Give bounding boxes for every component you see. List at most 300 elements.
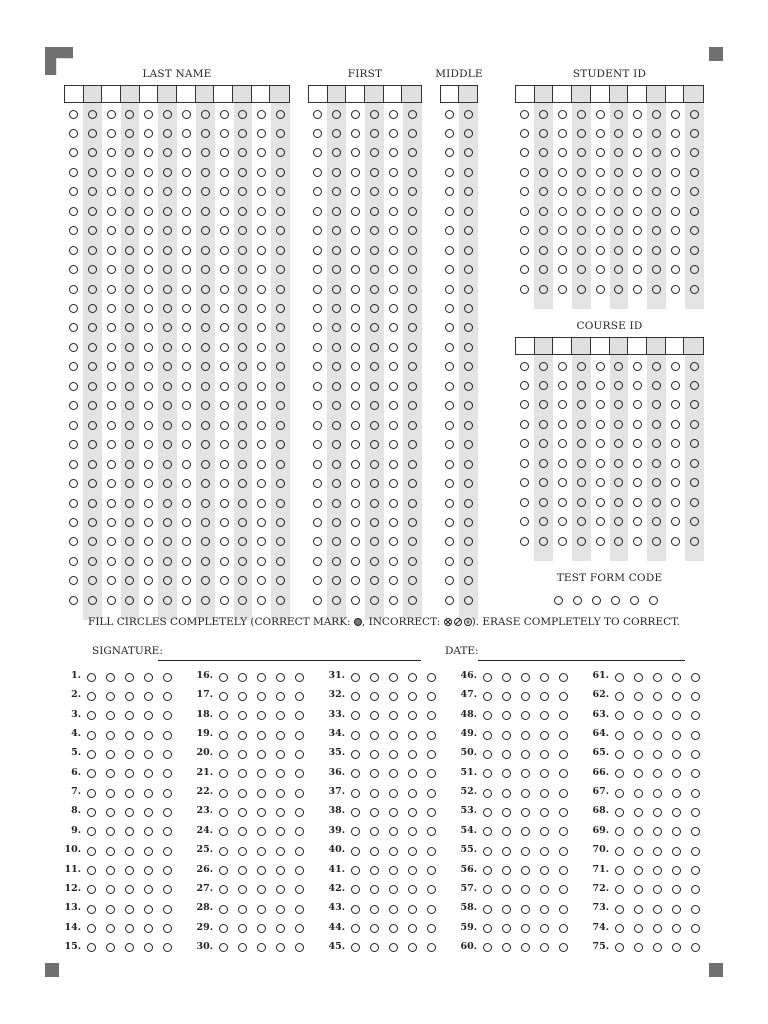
student-id-bubble[interactable] — [671, 148, 680, 157]
answer-bubble[interactable] — [106, 789, 115, 798]
first-bubble[interactable] — [370, 246, 379, 255]
answer-bubble[interactable] — [408, 692, 417, 701]
answer-bubble[interactable] — [691, 943, 700, 952]
student-id-bubble[interactable] — [539, 265, 548, 274]
answer-bubble[interactable] — [144, 731, 153, 740]
last-name-bubble[interactable] — [88, 401, 97, 410]
first-bubble[interactable] — [313, 343, 322, 352]
answer-bubble[interactable] — [540, 905, 549, 914]
answer-bubble[interactable] — [653, 750, 662, 759]
last-name-bubble[interactable] — [88, 129, 97, 138]
course-id-bubble[interactable] — [577, 459, 586, 468]
answer-bubble[interactable] — [144, 673, 153, 682]
answer-bubble[interactable] — [521, 905, 530, 914]
first-bubble[interactable] — [313, 440, 322, 449]
answer-bubble[interactable] — [238, 885, 247, 894]
first-bubble[interactable] — [370, 421, 379, 430]
course-id-bubble[interactable] — [520, 381, 529, 390]
middle-bubble[interactable] — [464, 285, 473, 294]
answer-bubble[interactable] — [540, 924, 549, 933]
answer-bubble[interactable] — [125, 866, 134, 875]
answer-bubble[interactable] — [502, 789, 511, 798]
last-name-bubble[interactable] — [257, 343, 266, 352]
answer-bubble[interactable] — [219, 885, 228, 894]
last-name-bubble[interactable] — [257, 382, 266, 391]
last-name-bubble[interactable] — [144, 187, 153, 196]
first-entry-box[interactable] — [402, 86, 421, 102]
answer-bubble[interactable] — [408, 673, 417, 682]
last-name-bubble[interactable] — [201, 285, 210, 294]
course-id-bubble[interactable] — [614, 537, 623, 546]
last-name-bubble[interactable] — [107, 440, 116, 449]
answer-bubble[interactable] — [87, 769, 96, 778]
last-name-bubble[interactable] — [144, 537, 153, 546]
answer-bubble[interactable] — [502, 711, 511, 720]
course-id-bubble[interactable] — [558, 517, 567, 526]
first-bubble[interactable] — [313, 479, 322, 488]
student-id-bubble[interactable] — [633, 226, 642, 235]
answer-bubble[interactable] — [559, 731, 568, 740]
answer-bubble[interactable] — [238, 905, 247, 914]
last-name-bubble[interactable] — [220, 421, 229, 430]
first-bubble[interactable] — [389, 110, 398, 119]
last-name-bubble[interactable] — [107, 110, 116, 119]
last-name-bubble[interactable] — [182, 421, 191, 430]
answer-bubble[interactable] — [615, 769, 624, 778]
last-name-entry-box[interactable] — [196, 86, 215, 102]
last-name-bubble[interactable] — [182, 557, 191, 566]
first-bubble[interactable] — [351, 499, 360, 508]
first-bubble[interactable] — [389, 207, 398, 216]
last-name-bubble[interactable] — [88, 226, 97, 235]
answer-bubble[interactable] — [483, 711, 492, 720]
course-id-bubble[interactable] — [577, 420, 586, 429]
answer-bubble[interactable] — [163, 692, 172, 701]
course-id-bubble[interactable] — [633, 400, 642, 409]
student-id-bubble[interactable] — [614, 285, 623, 294]
answer-bubble[interactable] — [502, 866, 511, 875]
answer-bubble[interactable] — [691, 847, 700, 856]
first-bubble[interactable] — [332, 285, 341, 294]
answer-bubble[interactable] — [615, 905, 624, 914]
answer-bubble[interactable] — [87, 905, 96, 914]
last-name-bubble[interactable] — [107, 557, 116, 566]
student-id-bubble[interactable] — [652, 246, 661, 255]
answer-bubble[interactable] — [653, 924, 662, 933]
middle-bubble[interactable] — [464, 421, 473, 430]
answer-bubble[interactable] — [276, 750, 285, 759]
course-id-bubble[interactable] — [539, 478, 548, 487]
first-bubble[interactable] — [389, 246, 398, 255]
last-name-entry-box[interactable] — [158, 86, 177, 102]
last-name-bubble[interactable] — [182, 362, 191, 371]
first-entry-box[interactable] — [309, 86, 328, 102]
answer-bubble[interactable] — [219, 943, 228, 952]
first-bubble[interactable] — [389, 440, 398, 449]
answer-bubble[interactable] — [295, 905, 304, 914]
answer-bubble[interactable] — [163, 750, 172, 759]
last-name-bubble[interactable] — [220, 557, 229, 566]
answer-bubble[interactable] — [144, 885, 153, 894]
answer-bubble[interactable] — [106, 885, 115, 894]
answer-bubble[interactable] — [106, 905, 115, 914]
first-bubble[interactable] — [351, 187, 360, 196]
middle-bubble[interactable] — [464, 343, 473, 352]
answer-bubble[interactable] — [276, 847, 285, 856]
first-bubble[interactable] — [351, 246, 360, 255]
student-id-bubble[interactable] — [539, 129, 548, 138]
course-id-bubble[interactable] — [520, 537, 529, 546]
course-id-bubble[interactable] — [558, 381, 567, 390]
last-name-bubble[interactable] — [182, 343, 191, 352]
first-bubble[interactable] — [332, 304, 341, 313]
last-name-bubble[interactable] — [88, 304, 97, 313]
first-bubble[interactable] — [313, 110, 322, 119]
course-id-bubble[interactable] — [577, 537, 586, 546]
middle-bubble[interactable] — [445, 382, 454, 391]
answer-bubble[interactable] — [540, 673, 549, 682]
course-id-bubble[interactable] — [577, 400, 586, 409]
course-id-bubble[interactable] — [558, 439, 567, 448]
course-id-bubble[interactable] — [558, 478, 567, 487]
student-id-bubble[interactable] — [690, 129, 699, 138]
answer-bubble[interactable] — [257, 673, 266, 682]
answer-bubble[interactable] — [483, 905, 492, 914]
answer-bubble[interactable] — [540, 731, 549, 740]
last-name-bubble[interactable] — [220, 499, 229, 508]
answer-bubble[interactable] — [106, 924, 115, 933]
last-name-bubble[interactable] — [88, 576, 97, 585]
last-name-bubble[interactable] — [88, 110, 97, 119]
course-id-bubble[interactable] — [633, 459, 642, 468]
answer-bubble[interactable] — [125, 692, 134, 701]
answer-bubble[interactable] — [653, 827, 662, 836]
last-name-bubble[interactable] — [182, 207, 191, 216]
last-name-bubble[interactable] — [182, 401, 191, 410]
last-name-bubble[interactable] — [257, 323, 266, 332]
answer-bubble[interactable] — [351, 711, 360, 720]
first-bubble[interactable] — [408, 343, 417, 352]
last-name-bubble[interactable] — [144, 148, 153, 157]
first-bubble[interactable] — [313, 323, 322, 332]
answer-bubble[interactable] — [219, 789, 228, 798]
answer-bubble[interactable] — [351, 789, 360, 798]
last-name-bubble[interactable] — [69, 343, 78, 352]
answer-bubble[interactable] — [295, 789, 304, 798]
answer-bubble[interactable] — [351, 866, 360, 875]
middle-bubble[interactable] — [445, 421, 454, 430]
last-name-bubble[interactable] — [107, 148, 116, 157]
first-bubble[interactable] — [389, 148, 398, 157]
course-id-bubble[interactable] — [539, 498, 548, 507]
last-name-bubble[interactable] — [144, 596, 153, 605]
answer-bubble[interactable] — [144, 692, 153, 701]
last-name-bubble[interactable] — [257, 148, 266, 157]
last-name-bubble[interactable] — [201, 382, 210, 391]
answer-bubble[interactable] — [615, 731, 624, 740]
answer-bubble[interactable] — [672, 750, 681, 759]
last-name-entry-box[interactable] — [252, 86, 271, 102]
first-bubble[interactable] — [351, 168, 360, 177]
answer-bubble[interactable] — [295, 847, 304, 856]
middle-bubble[interactable] — [464, 129, 473, 138]
course-id-bubble[interactable] — [577, 362, 586, 371]
course-id-bubble[interactable] — [671, 517, 680, 526]
middle-bubble[interactable] — [445, 323, 454, 332]
last-name-bubble[interactable] — [88, 596, 97, 605]
course-id-bubble[interactable] — [520, 478, 529, 487]
first-bubble[interactable] — [351, 479, 360, 488]
student-id-bubble[interactable] — [671, 207, 680, 216]
first-entry-box[interactable] — [384, 86, 403, 102]
first-bubble[interactable] — [389, 479, 398, 488]
last-name-bubble[interactable] — [107, 343, 116, 352]
course-id-bubble[interactable] — [558, 362, 567, 371]
answer-bubble[interactable] — [691, 692, 700, 701]
course-id-bubble[interactable] — [596, 517, 605, 526]
student-id-bubble[interactable] — [596, 187, 605, 196]
first-bubble[interactable] — [389, 499, 398, 508]
answer-bubble[interactable] — [106, 847, 115, 856]
last-name-bubble[interactable] — [257, 110, 266, 119]
answer-bubble[interactable] — [615, 750, 624, 759]
answer-bubble[interactable] — [653, 789, 662, 798]
last-name-bubble[interactable] — [257, 596, 266, 605]
answer-bubble[interactable] — [370, 905, 379, 914]
answer-bubble[interactable] — [615, 943, 624, 952]
last-name-bubble[interactable] — [220, 207, 229, 216]
first-bubble[interactable] — [389, 557, 398, 566]
last-name-bubble[interactable] — [69, 440, 78, 449]
last-name-bubble[interactable] — [144, 343, 153, 352]
answer-bubble[interactable] — [219, 827, 228, 836]
answer-bubble[interactable] — [144, 827, 153, 836]
answer-bubble[interactable] — [257, 866, 266, 875]
first-bubble[interactable] — [313, 129, 322, 138]
last-name-bubble[interactable] — [220, 343, 229, 352]
last-name-bubble[interactable] — [69, 479, 78, 488]
answer-bubble[interactable] — [257, 750, 266, 759]
answer-bubble[interactable] — [653, 885, 662, 894]
answer-bubble[interactable] — [163, 673, 172, 682]
course-id-bubble[interactable] — [596, 362, 605, 371]
answer-bubble[interactable] — [144, 866, 153, 875]
student-id-bubble[interactable] — [539, 246, 548, 255]
answer-bubble[interactable] — [370, 692, 379, 701]
student-id-entry-box[interactable] — [535, 86, 554, 102]
answer-bubble[interactable] — [106, 866, 115, 875]
answer-bubble[interactable] — [144, 943, 153, 952]
middle-bubble[interactable] — [445, 401, 454, 410]
student-id-bubble[interactable] — [558, 187, 567, 196]
last-name-bubble[interactable] — [257, 168, 266, 177]
answer-bubble[interactable] — [295, 885, 304, 894]
course-id-bubble[interactable] — [596, 420, 605, 429]
last-name-bubble[interactable] — [257, 576, 266, 585]
answer-bubble[interactable] — [238, 866, 247, 875]
last-name-bubble[interactable] — [107, 537, 116, 546]
last-name-bubble[interactable] — [107, 382, 116, 391]
last-name-entry-box[interactable] — [140, 86, 159, 102]
answer-bubble[interactable] — [559, 711, 568, 720]
answer-bubble[interactable] — [163, 808, 172, 817]
answer-bubble[interactable] — [540, 866, 549, 875]
middle-bubble[interactable] — [445, 304, 454, 313]
answer-bubble[interactable] — [427, 885, 436, 894]
student-id-bubble[interactable] — [558, 148, 567, 157]
last-name-bubble[interactable] — [163, 110, 172, 119]
first-bubble[interactable] — [408, 168, 417, 177]
last-name-bubble[interactable] — [182, 382, 191, 391]
first-bubble[interactable] — [351, 285, 360, 294]
test-form-code-bubble[interactable] — [554, 596, 563, 605]
student-id-entry-box[interactable] — [666, 86, 685, 102]
last-name-bubble[interactable] — [220, 401, 229, 410]
answer-bubble[interactable] — [351, 731, 360, 740]
last-name-bubble[interactable] — [125, 460, 134, 469]
last-name-bubble[interactable] — [220, 479, 229, 488]
answer-bubble[interactable] — [351, 905, 360, 914]
student-id-bubble[interactable] — [577, 148, 586, 157]
answer-bubble[interactable] — [106, 750, 115, 759]
answer-bubble[interactable] — [540, 789, 549, 798]
answer-bubble[interactable] — [163, 711, 172, 720]
last-name-bubble[interactable] — [107, 246, 116, 255]
answer-bubble[interactable] — [295, 673, 304, 682]
answer-bubble[interactable] — [615, 866, 624, 875]
last-name-bubble[interactable] — [107, 187, 116, 196]
last-name-bubble[interactable] — [182, 576, 191, 585]
answer-bubble[interactable] — [257, 943, 266, 952]
course-id-bubble[interactable] — [520, 498, 529, 507]
course-id-bubble[interactable] — [558, 400, 567, 409]
last-name-bubble[interactable] — [220, 596, 229, 605]
answer-bubble[interactable] — [370, 789, 379, 798]
course-id-bubble[interactable] — [652, 362, 661, 371]
answer-bubble[interactable] — [559, 827, 568, 836]
answer-bubble[interactable] — [521, 885, 530, 894]
course-id-bubble[interactable] — [558, 459, 567, 468]
course-id-bubble[interactable] — [614, 362, 623, 371]
answer-bubble[interactable] — [483, 866, 492, 875]
course-id-bubble[interactable] — [596, 498, 605, 507]
answer-bubble[interactable] — [370, 711, 379, 720]
last-name-bubble[interactable] — [257, 440, 266, 449]
last-name-bubble[interactable] — [276, 499, 285, 508]
answer-bubble[interactable] — [163, 905, 172, 914]
answer-bubble[interactable] — [483, 673, 492, 682]
answer-bubble[interactable] — [502, 847, 511, 856]
answer-bubble[interactable] — [238, 943, 247, 952]
answer-bubble[interactable] — [238, 750, 247, 759]
last-name-bubble[interactable] — [107, 129, 116, 138]
student-id-bubble[interactable] — [596, 207, 605, 216]
answer-bubble[interactable] — [295, 924, 304, 933]
middle-bubble[interactable] — [445, 499, 454, 508]
answer-bubble[interactable] — [502, 750, 511, 759]
answer-bubble[interactable] — [389, 692, 398, 701]
first-bubble[interactable] — [332, 207, 341, 216]
last-name-bubble[interactable] — [182, 304, 191, 313]
last-name-bubble[interactable] — [257, 285, 266, 294]
first-bubble[interactable] — [351, 518, 360, 527]
answer-bubble[interactable] — [238, 673, 247, 682]
middle-bubble[interactable] — [464, 246, 473, 255]
last-name-bubble[interactable] — [276, 129, 285, 138]
first-bubble[interactable] — [332, 557, 341, 566]
answer-bubble[interactable] — [389, 866, 398, 875]
student-id-bubble[interactable] — [633, 285, 642, 294]
middle-bubble[interactable] — [464, 557, 473, 566]
student-id-bubble[interactable] — [539, 285, 548, 294]
student-id-bubble[interactable] — [633, 148, 642, 157]
first-bubble[interactable] — [332, 596, 341, 605]
answer-bubble[interactable] — [634, 692, 643, 701]
last-name-bubble[interactable] — [201, 479, 210, 488]
answer-bubble[interactable] — [427, 808, 436, 817]
answer-bubble[interactable] — [559, 885, 568, 894]
first-bubble[interactable] — [351, 557, 360, 566]
course-id-bubble[interactable] — [520, 517, 529, 526]
answer-bubble[interactable] — [483, 789, 492, 798]
answer-bubble[interactable] — [257, 885, 266, 894]
answer-bubble[interactable] — [427, 769, 436, 778]
answer-bubble[interactable] — [559, 673, 568, 682]
test-form-code-bubble[interactable] — [592, 596, 601, 605]
answer-bubble[interactable] — [521, 692, 530, 701]
course-id-bubble[interactable] — [671, 400, 680, 409]
answer-bubble[interactable] — [427, 847, 436, 856]
answer-bubble[interactable] — [87, 847, 96, 856]
last-name-bubble[interactable] — [163, 285, 172, 294]
answer-bubble[interactable] — [106, 943, 115, 952]
answer-bubble[interactable] — [106, 827, 115, 836]
answer-bubble[interactable] — [219, 673, 228, 682]
last-name-bubble[interactable] — [257, 226, 266, 235]
answer-bubble[interactable] — [125, 808, 134, 817]
answer-bubble[interactable] — [483, 827, 492, 836]
first-bubble[interactable] — [408, 110, 417, 119]
answer-bubble[interactable] — [106, 808, 115, 817]
course-id-bubble[interactable] — [596, 439, 605, 448]
first-bubble[interactable] — [332, 343, 341, 352]
course-id-bubble[interactable] — [633, 381, 642, 390]
last-name-bubble[interactable] — [88, 187, 97, 196]
answer-bubble[interactable] — [672, 905, 681, 914]
answer-bubble[interactable] — [276, 692, 285, 701]
answer-bubble[interactable] — [615, 711, 624, 720]
answer-bubble[interactable] — [219, 808, 228, 817]
answer-bubble[interactable] — [672, 827, 681, 836]
first-bubble[interactable] — [370, 518, 379, 527]
answer-bubble[interactable] — [521, 731, 530, 740]
last-name-bubble[interactable] — [88, 207, 97, 216]
student-id-bubble[interactable] — [558, 129, 567, 138]
answer-bubble[interactable] — [559, 924, 568, 933]
last-name-bubble[interactable] — [163, 129, 172, 138]
last-name-bubble[interactable] — [144, 168, 153, 177]
course-id-bubble[interactable] — [539, 459, 548, 468]
last-name-bubble[interactable] — [107, 460, 116, 469]
answer-bubble[interactable] — [672, 943, 681, 952]
answer-bubble[interactable] — [276, 827, 285, 836]
course-id-bubble[interactable] — [539, 362, 548, 371]
first-bubble[interactable] — [351, 226, 360, 235]
course-id-bubble[interactable] — [577, 517, 586, 526]
answer-bubble[interactable] — [427, 750, 436, 759]
course-id-bubble[interactable] — [596, 478, 605, 487]
answer-bubble[interactable] — [653, 731, 662, 740]
